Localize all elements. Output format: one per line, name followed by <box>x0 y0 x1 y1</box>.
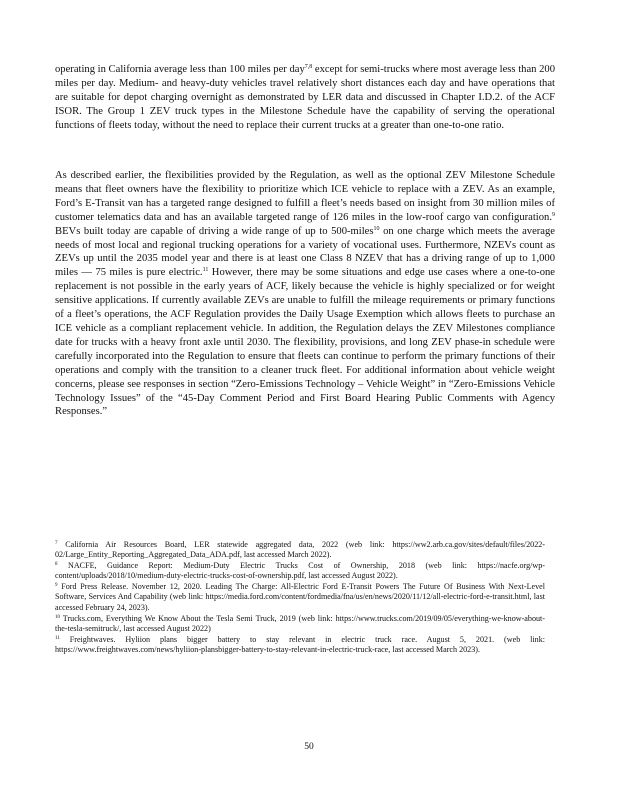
page-number: 50 <box>304 742 314 752</box>
paragraph-text: As described earlier, the flexibilities provided by the Regulation, as well as the optional ZEV Milestone Schedule means that fleet owners have the flexibility to prioritize which ICE vehicle to replace with a ZEV. As an example, Ford’s E-Transit van has a targeted range designed to fulfill a fleet’s needs based on insight from 30 million miles of customer telematics data and has an available targeted range of 126 miles in the low-roof cargo van configuration. <box>55 170 555 223</box>
footnote-number: 9 <box>55 583 58 589</box>
footnote-ref[interactable]: 9 <box>552 211 555 218</box>
body-paragraph-2 <box>55 169 555 419</box>
paragraph-text: However, there may be some situations and edge use cases where a one-to-one replacement is not possible in the early years of ACF, likely because the vehicle is highly specialized or for weight sensitive applications. If currently available ZEVs are unable to fulfill the mileage requirements or primary functions of a fleet’s operations, the ACF Regulation provides the Daily Usage Exemption which allows fleets to purchase an ICE vehicle as a compliant replacement vehicle. In addition, the Regulation delays the ZEV Milestones compliance date for trucks with a heavy front axle until 2030. The flexibility, provisions, and long ZEV phase-in schedule were carefully incorporated into the Regulation to ensure that fleets can continue to perform the primary functions of their operations and comply with the transition to a cleaner truck fleet. For additional information about vehicle weight concerns, please see responses in section “Zero-Emissions Technology – Vehicle Weight” in “Zero-Emissions Vehicle Technology Issues” of the “45-Day Comment Period and First Board Hearing Public Comments with Agency Responses.” <box>55 267 555 418</box>
paragraph-text: except for semi-trucks where most average less than 200 miles per day. Medium- and heavy-duty vehicles travel relatively short distances each day and have operations that are suitable for depot charging overnight as demonstrated by LER data and discussed in Chapter I.D.2. of the ACF ISOR. The Group 1 ZEV truck types in the Milestone Schedule have the capability of serving the operational functions of fleets today, without the need to replace their current trucks at a greater than one-to-one ratio. <box>55 64 555 131</box>
footnote-ref[interactable]: 10 <box>373 225 380 232</box>
footnote-text: California Air Resources Board, LER statewide aggregated data, 2022 (web link: https://ww2.arb.ca.gov/sites/default/files/2022-02/Large_Entity_Reporting_Aggregated_Data_ADA.pdf, last accessed March 2022). <box>55 540 545 560</box>
footnote-text: Ford Press Release. November 12, 2020. Leading The Charge: All-Electric Ford E-Transit Powers The Future Of Business With Next-Level Software, Services And Capability (web link: https://media.ford.com/content/fordmedia/fna/us/en/news/2020/11/12/all-electric-ford-e-transit.html, last accessed February 24, 2023). <box>55 582 545 612</box>
paragraph-text: BEVs built today are capable of driving a wide range of up to 500-miles <box>55 225 374 237</box>
footnote-text: Trucks.com, Everything We Know About the Tesla Semi Truck, 2019 (web link: https://www.trucks.com/2019/09/05/everything-we-know-about-the-tesla-semitruck/, last accessed August 2022) <box>55 613 545 633</box>
footnote-number: 11 <box>55 635 60 641</box>
body-paragraph-1 <box>55 63 555 133</box>
footnote <box>55 635 545 655</box>
footnote-text: NACFE, Guidance Report: Medium-Duty Electric Trucks Cost of Ownership, 2018 (web link: https://nacfe.org/wp-content/uploads/2018/10/medium-duty-electric-trucks-cost-of-ownership.pdf, last accessed August 2022). <box>55 561 545 581</box>
paragraph-text: on one charge which meets the average needs of most local and regional trucking operations for a variety of vocational uses. Furthermore, NZEVs count as ZEVs up until the 2035 model year and there is at least one Class 8 NZEV that has a driving range of up to 1,000 miles — 75 miles is pure electric. <box>55 225 555 279</box>
footnote <box>55 561 545 581</box>
footnote <box>55 540 545 560</box>
footnote-number: 8 <box>55 562 58 568</box>
footnotes <box>55 540 545 656</box>
paragraph-text: operating in California average less than 100 miles per day <box>55 64 305 75</box>
footnote <box>55 582 545 612</box>
footnote-number: 7 <box>55 541 58 546</box>
footnote <box>55 614 545 634</box>
footnote-number: 10 <box>55 614 60 620</box>
footnote-ref[interactable]: 11 <box>202 267 209 274</box>
footnote-text: Freightwaves. Hyliion plans bigger battery to stay relevant in electric truck race. August 5, 2021. (web link: https://www.freightwaves.com/news/hyliion-plansbigger-battery-to-stay-relevant-in-electric-truck-race, last accessed March 2023). <box>55 634 545 654</box>
footnote-ref[interactable]: 7,8 <box>304 64 313 70</box>
